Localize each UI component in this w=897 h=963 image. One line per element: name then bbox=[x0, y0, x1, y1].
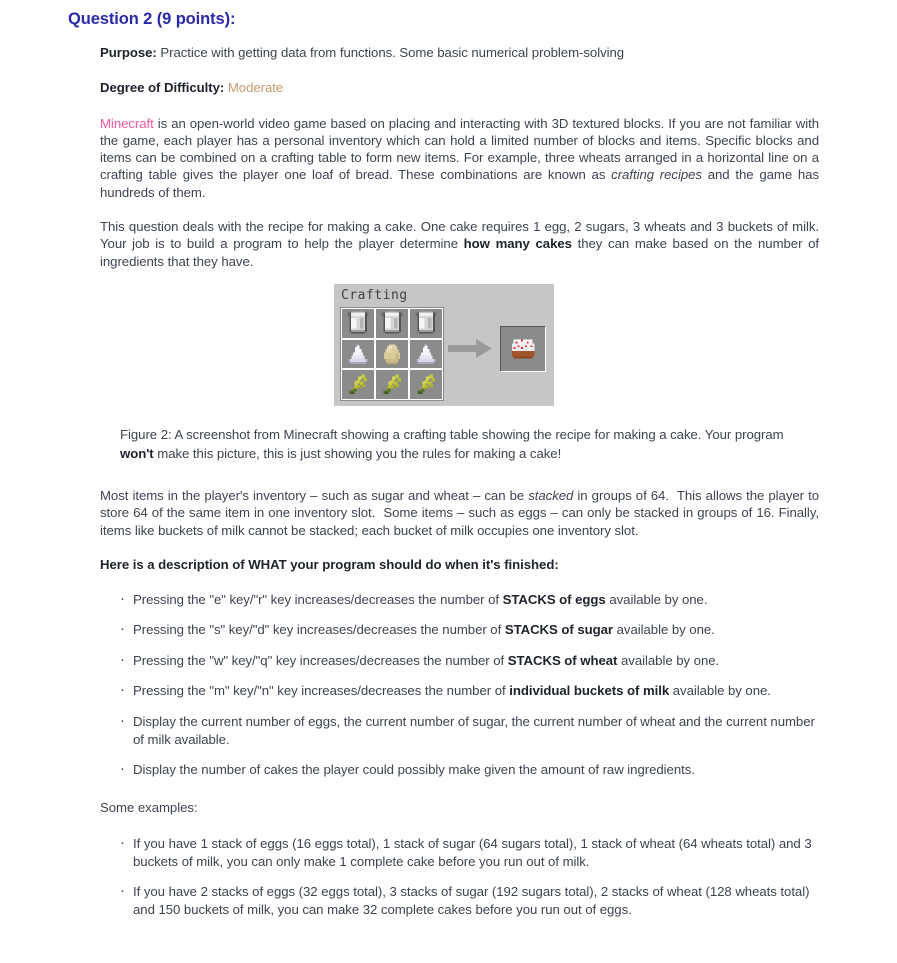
stacking-paragraph: Most items in the player's inventory – such as sugar and wheat – can be stacked in groups of 64. This allows the player to store 64 of the same item in one inventory slot. Some items – such as eggs – can only be stacked in groups of 16. Finally, items like buckets of milk cannot be stacked; each bucket of milk occupies one inventory slot. bbox=[100, 488, 819, 538]
crafting-slot-milk-bucket bbox=[410, 309, 442, 338]
list-item bbox=[100, 621, 819, 639]
arrow-right-icon bbox=[448, 336, 494, 360]
crafting-slot-sugar bbox=[410, 340, 442, 369]
lower-body-column bbox=[100, 487, 819, 918]
milk-bucket-icon bbox=[378, 309, 406, 337]
purpose-paragraph bbox=[100, 44, 819, 61]
difficulty-paragraph bbox=[100, 79, 819, 96]
req-text-pre: Display the number of cakes the player could possibly make given the amount of raw ingredients. bbox=[133, 762, 695, 778]
crafting-arrow bbox=[448, 336, 494, 360]
crafting-slot-wheat bbox=[342, 370, 374, 399]
intro-tail-text: and the game has hundreds of them. bbox=[100, 167, 820, 200]
crafting-figure bbox=[334, 284, 554, 406]
examples-list bbox=[100, 835, 819, 918]
figure-caption-text-2: make this picture, this is just showing you the rules for making a cake! bbox=[153, 445, 562, 461]
how-many-cakes-bold: how many cakes bbox=[463, 236, 572, 252]
req-text-bold: individual buckets of milk bbox=[509, 683, 670, 699]
minecraft-brand-text: Minecraft bbox=[100, 115, 154, 131]
req-text-post: available by one. bbox=[605, 591, 708, 607]
crafting-title: Crafting bbox=[341, 288, 408, 303]
crafting-slot-sugar bbox=[342, 340, 374, 369]
crafting-recipes-italic: crafting recipes bbox=[611, 167, 702, 183]
intro-paragraph bbox=[100, 115, 819, 201]
figure-caption-text-1: Figure 2: A screenshot from Minecraft showing a crafting table showing the recipe for making a cake. Your program bbox=[120, 427, 784, 442]
sugar-icon bbox=[413, 341, 439, 367]
upper-body-column bbox=[100, 44, 819, 270]
wheat-icon bbox=[378, 371, 406, 399]
recipe-text-1: This question deals with the recipe for making a cake. One cake requires 1 egg, 2 sugars, 3 wheats and 3 buckets of milk. Your job is to build a program to help the player determine bbox=[100, 218, 819, 252]
list-item bbox=[100, 835, 819, 870]
crafting-slot-milk-bucket bbox=[342, 309, 374, 338]
list-item bbox=[100, 652, 819, 670]
crafting-slot-wheat bbox=[376, 370, 408, 399]
req-text-pre: Pressing the "s" key/"d" key increases/decreases the number of bbox=[133, 622, 505, 638]
figure-caption-bold: won't bbox=[120, 445, 154, 461]
recipe-text-2: they can make based on the number of ingredients that they have. bbox=[100, 236, 820, 269]
req-text-post: available by one. bbox=[613, 622, 715, 638]
crafting-slot-egg bbox=[376, 340, 408, 369]
req-text-post: available by one. bbox=[669, 683, 771, 699]
example-text: If you have 2 stacks of eggs (32 eggs total), 3 stacks of sugar (192 sugars total), 2 stacks of wheat (128 wheats total) and 150 buckets of milk, you can make 32 complete cakes before you run out of eggs. bbox=[133, 884, 810, 917]
stacked-italic: stacked bbox=[528, 488, 574, 503]
examples-heading: Some examples: bbox=[100, 799, 198, 815]
spacer bbox=[100, 201, 819, 218]
figure-caption bbox=[120, 426, 820, 463]
crafting-slot-wheat bbox=[410, 370, 442, 399]
list-item bbox=[100, 883, 819, 918]
recipe-paragraph bbox=[100, 218, 819, 270]
difficulty-value: Moderate bbox=[227, 80, 284, 96]
list-item bbox=[100, 761, 819, 779]
list-item bbox=[100, 682, 819, 700]
req-text-post: available by one. bbox=[617, 652, 720, 668]
spacer bbox=[100, 97, 819, 115]
req-text-pre: Pressing the "w" key/"q" key increases/decreases the number of bbox=[133, 652, 508, 668]
list-item bbox=[100, 713, 819, 748]
difficulty-label: Degree of Difficulty: bbox=[100, 80, 225, 96]
wheat-icon bbox=[344, 371, 372, 399]
egg-icon bbox=[379, 341, 405, 367]
crafting-slot-milk-bucket bbox=[376, 309, 408, 338]
req-text-bold: STACKS of wheat bbox=[507, 652, 618, 668]
sugar-icon bbox=[345, 341, 371, 367]
req-text-bold: STACKS of eggs bbox=[502, 591, 606, 607]
purpose-label: Purpose: bbox=[100, 45, 157, 60]
crafting-output-slot bbox=[500, 326, 546, 372]
req-text-bold: STACKS of sugar bbox=[504, 622, 614, 638]
purpose-text: Practice with getting data from functions. Some basic numerical problem-solving bbox=[156, 45, 625, 60]
intro-body-text: is an open-world video game based on placing and interacting with 3D textured blocks. If you are not familiar with the game, each player has a personal inventory which can hold a limited number of blocks and items. Specific blocks and items can be combined on a crafting table to form new items. For example, three wheats arranged in a horizontal line on a crafting table gives the player one loaf of bread. These combinations are known as bbox=[100, 115, 819, 183]
req-text-pre: Display the current number of eggs, the current number of sugar, the current number of wheat and the current number of milk available. bbox=[133, 714, 815, 747]
milk-bucket-icon bbox=[412, 309, 440, 337]
requirements-list bbox=[100, 591, 819, 779]
crafting-grid bbox=[340, 307, 444, 401]
milk-bucket-icon bbox=[344, 309, 372, 337]
example-text: If you have 1 stack of eggs (16 eggs total), 1 stack of sugar (64 sugars total), 1 stack of wheat (64 wheats total) and 3 buckets of milk, you can only make 1 complete cake before you run out of milk. bbox=[133, 835, 812, 869]
req-text-pre: Pressing the "e" key/"r" key increases/decreases the number of bbox=[133, 591, 503, 607]
spacer bbox=[100, 61, 819, 79]
list-item bbox=[100, 591, 819, 609]
crafting-panel bbox=[334, 284, 554, 406]
req-text-pre: Pressing the "m" key/"n" key increases/decreases the number of bbox=[133, 683, 510, 699]
cake-icon bbox=[508, 334, 538, 364]
wheat-icon bbox=[412, 371, 440, 399]
description-heading: Here is a description of WHAT your program should do when it's finished: bbox=[100, 556, 559, 572]
page-title: Question 2 (9 points): bbox=[68, 10, 236, 28]
